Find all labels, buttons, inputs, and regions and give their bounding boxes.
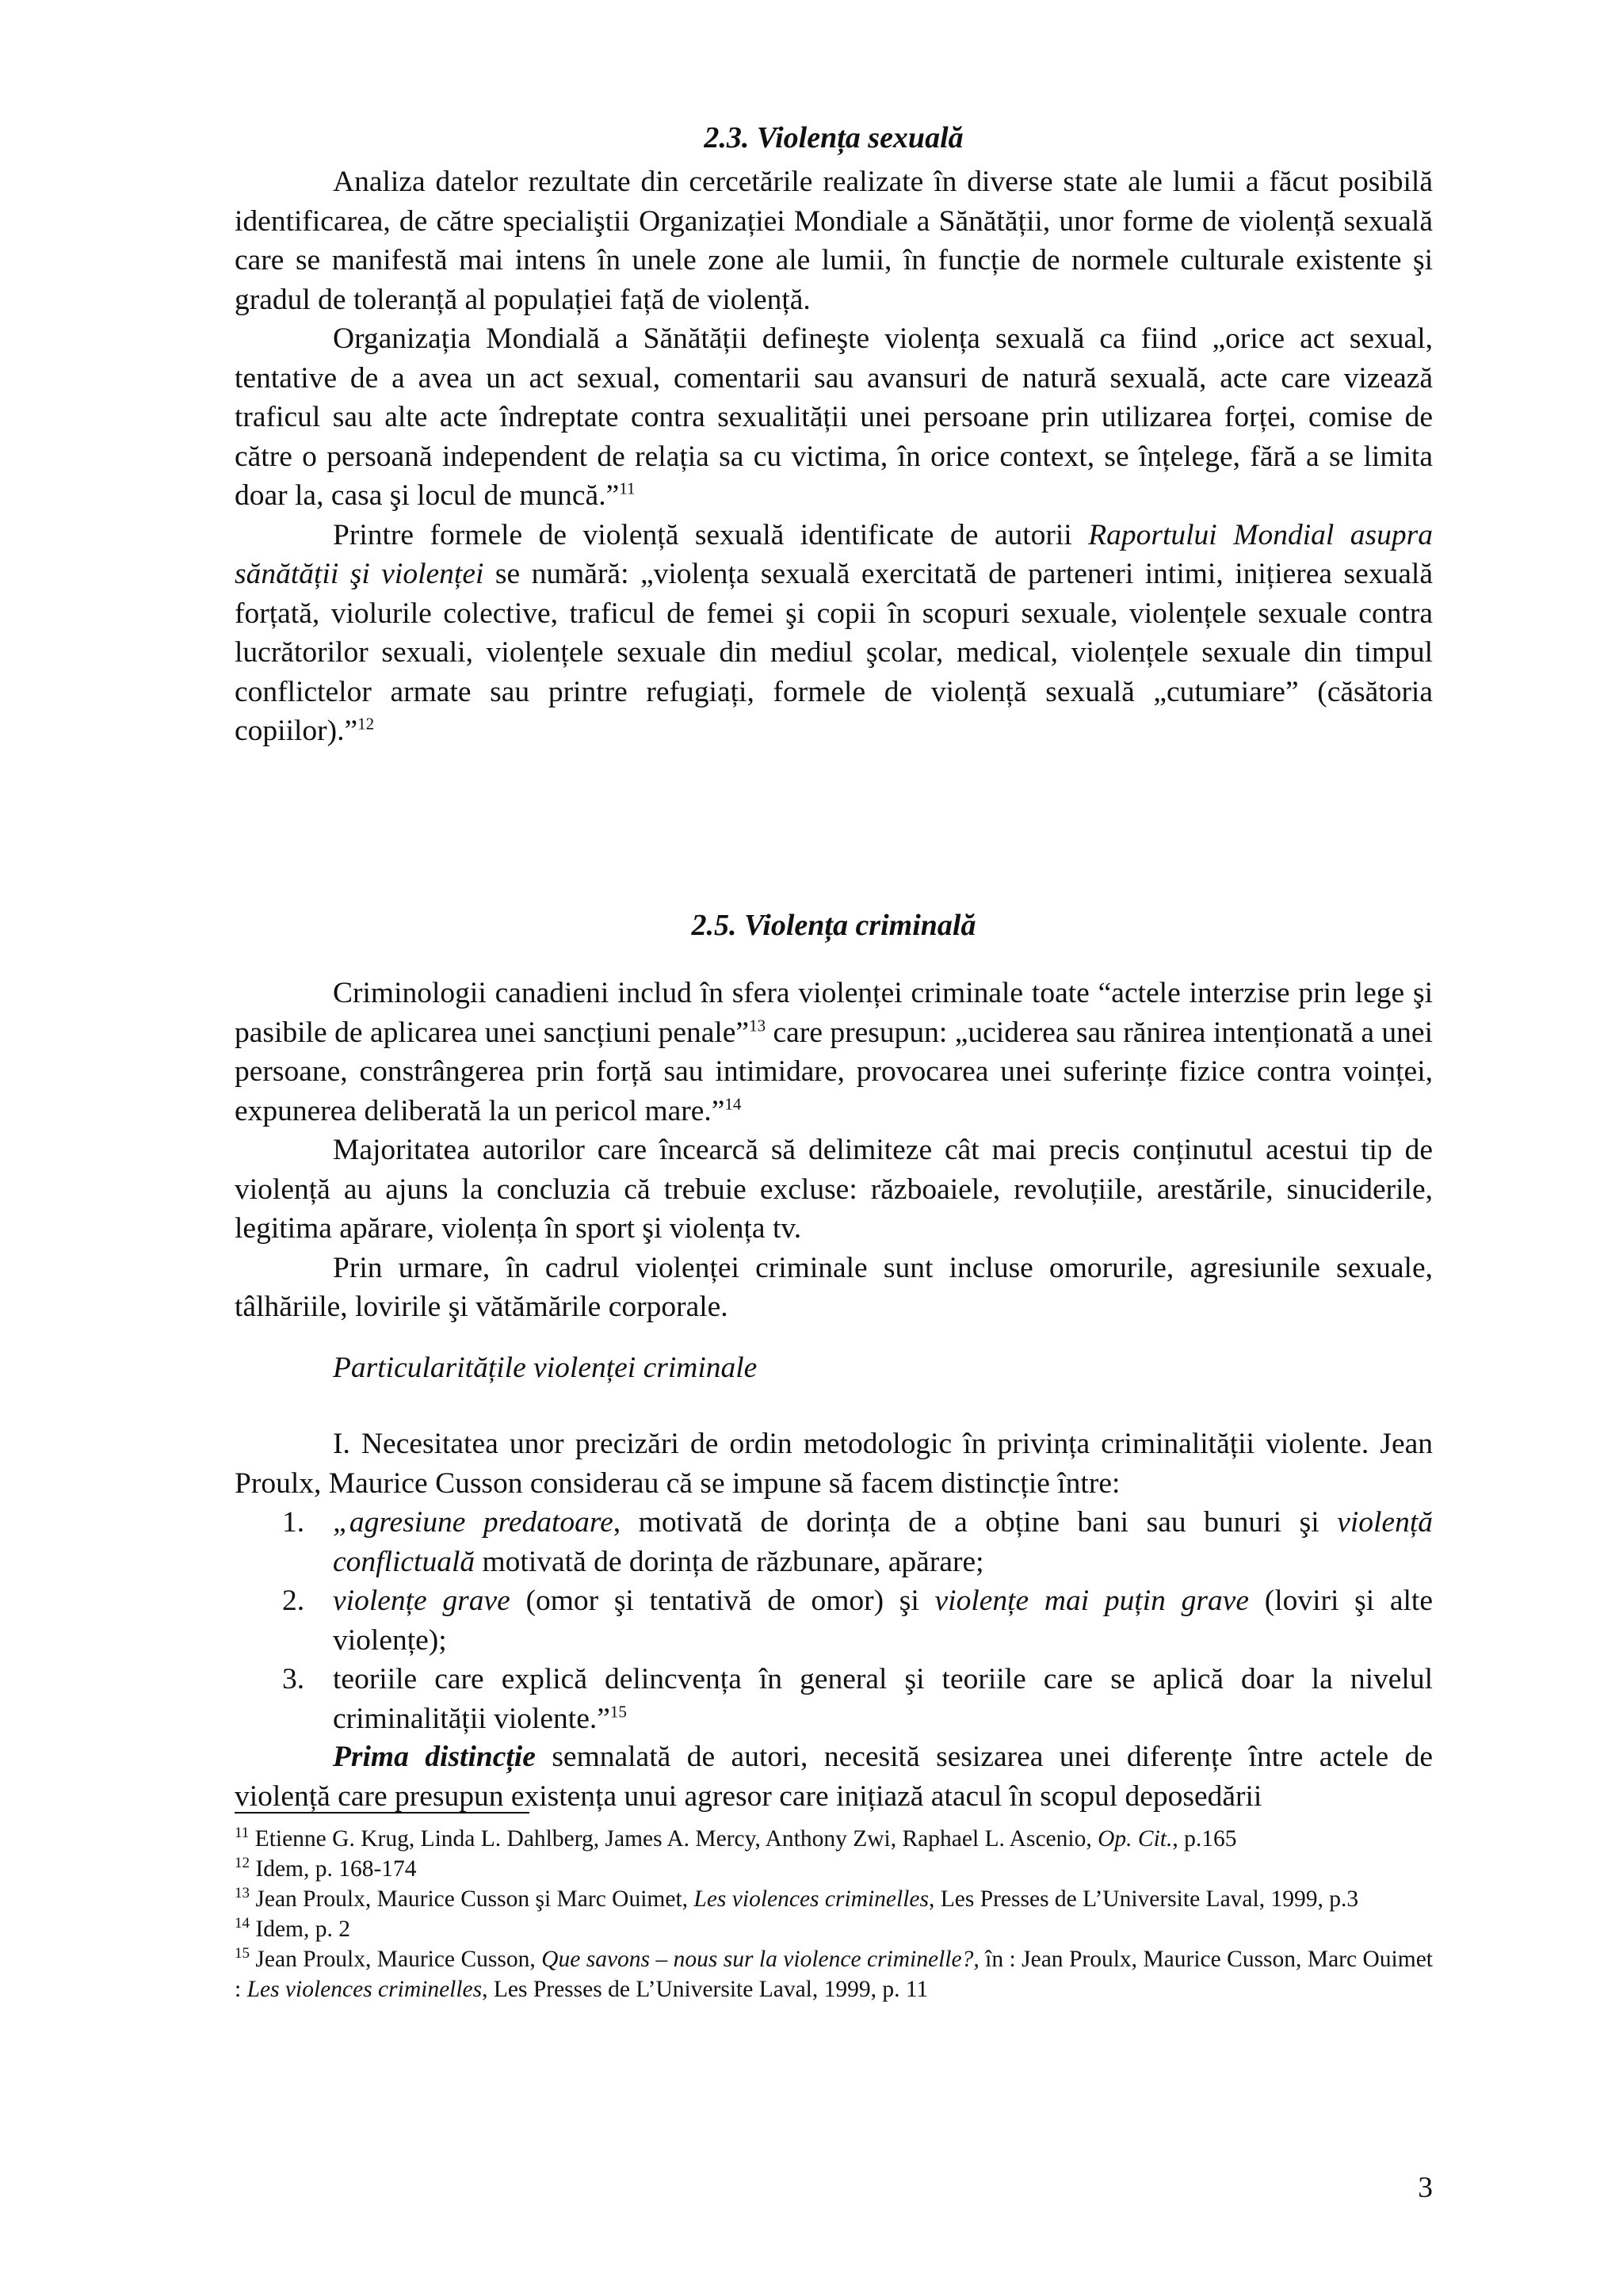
section-1-body — [235, 162, 1433, 751]
footnote-ref: 13 — [749, 1016, 766, 1035]
paragraph: Analiza datelor rezultate din cercetările realizate în diverse state ale lumii a făcut posibilă identificarea, de către specialiştii Organizației Mondiale a Sănătății, unor forme de violență sexuală care se manifestă mai intens în unele zone ale lumii, în funcție de normele culturale existente şi gradul de toleranță al populației față de violență. — [235, 166, 1433, 316]
footnotes — [235, 1824, 1433, 2004]
section-heading-violenta-sexuala: 2.3. Violența sexuală — [704, 121, 964, 154]
list-item: 2. violențe grave (omor şi tentativă de omor) şi violențe mai puțin grave (loviri şi alte violențe); — [282, 1585, 1433, 1657]
footnote-ref: 11 — [619, 479, 636, 498]
subheading-particularitati: Particularitățile violenței criminale — [333, 1352, 758, 1384]
paragraph: Prima distincție semnalată de autori, necesită sesizarea unei diferențe între actele de violență care presupun existența unui agresor care inițiază atacul în scopul deposedării — [235, 1741, 1433, 1813]
footnote: $^{12}$ Idem, p. 168-174 — [235, 1855, 417, 1882]
list-item: 1. „agresiune predatoare, motivată de dorința de a obține bani sau bunuri şi violență conflictuală motivată de dorința de răzbunare, apărare; — [282, 1506, 1433, 1578]
footnote-separator — [235, 1812, 529, 1814]
point-one — [235, 1425, 1433, 1503]
document-page — [235, 0, 1433, 2296]
footnote: $^{15}$ Jean Proulx, Maurice Cusson, Que savons – nous sur la violence criminelle?, în : Jean Proulx, Maurice Cusson, Marc Ouimet : Les violences criminelles, Les Presses de L’Universite Laval, 1999, p. 11 — [235, 1945, 1433, 2002]
numbered-list — [235, 1503, 1433, 1738]
footnote-ref: 14 — [724, 1094, 742, 1113]
footnote-ref: 15 — [609, 1702, 627, 1721]
footnote: $^{11}$ Etienne G. Krug, Linda L. Dahlberg, James A. Mercy, Anthony Zwi, Raphael L. Ascenio, Op. Cit., p.165 — [235, 1825, 1237, 1852]
last-paragraph — [235, 1737, 1433, 1816]
section-2-body — [235, 974, 1433, 1327]
footnote: $^{13}$ Jean Proulx, Maurice Cusson şi Marc Ouimet, Les violences criminelles, Les Presses de L’Universite Laval, 1999, p.3 — [235, 1885, 1359, 1912]
paragraph: Criminologii canadieni includ în sfera violenței criminale toate “actele interzise prin lege şi pasibile de aplicarea unei sancțiuni penale”$^{13}$ care presupun: „uciderea sau rănirea intenționată a unei persoane, constrângerea prin forță sau intimidare, provocarea unei suferințe fizice contra voinței, expunerea deliberată la un pericol mare.”$^{14}$ — [235, 977, 1433, 1127]
footnote-ref: 12 — [357, 714, 375, 734]
paragraph: Majoritatea autorilor care încearcă să delimiteze cât mai precis conținutul acestui tip de violență au ajuns la concluzia că trebuie excluse: războaiele, revoluțiile, arestările, sinuciderile, legitima apărare, violența în sport şi violența tv. — [235, 1134, 1433, 1245]
list-item: 3. teoriile care explică delincvența în general şi teoriile care se aplică doar la nivelul criminalității violente.”$^{15}$ — [282, 1663, 1433, 1735]
section-heading-violenta-criminala: 2.5. Violența criminală — [691, 909, 976, 942]
footnote: $^{14}$ Idem, p. 2 — [235, 1915, 350, 1942]
paragraph: Printre formele de violență sexuală identificate de autorii Raportului Mondial asupra sănătății şi violenței se numără: „violența sexuală exercitată de parteneri intimi, inițierea sexuală forțată, violurile colective, traficul de femei şi copii în scopuri sexuale, violențele sexuale contra lucrătorilor sexuali, violențele sexuale din mediul şcolar, medical, violențele sexuale din timpul conflictelor armate sau printre refugiați, formele de violență sexuală „cutumiare” (căsătoria copiilor).”$^{12}$ — [235, 518, 1433, 747]
page-number: 3 — [1418, 2172, 1433, 2204]
paragraph: I. Necesitatea unor precizări de ordin metodologic în privința criminalității violente. Jean Proulx, Maurice Cusson considerau că se impune să facem distincție între: — [235, 1428, 1433, 1500]
paragraph: Prin urmare, în cadrul violenței criminale sunt incluse omorurile, agresiunile sexuale, tâlhăriile, lovirile şi vătămările corporale. — [235, 1251, 1433, 1323]
paragraph: Organizația Mondială a Sănătății defineşte violența sexuală ca fiind „orice act sexual, tentative de a avea un act sexual, comentarii sau avansuri de natură sexuală, acte care vizează traficul sau alte acte îndreptate contra sexualității unei persoane prin utilizarea forței, comise de către o persoană independent de relația sa cu victima, în orice context, se înțelege, fără a se limita doar la, casa şi locul de muncă.”$^{11}$ — [235, 322, 1433, 512]
